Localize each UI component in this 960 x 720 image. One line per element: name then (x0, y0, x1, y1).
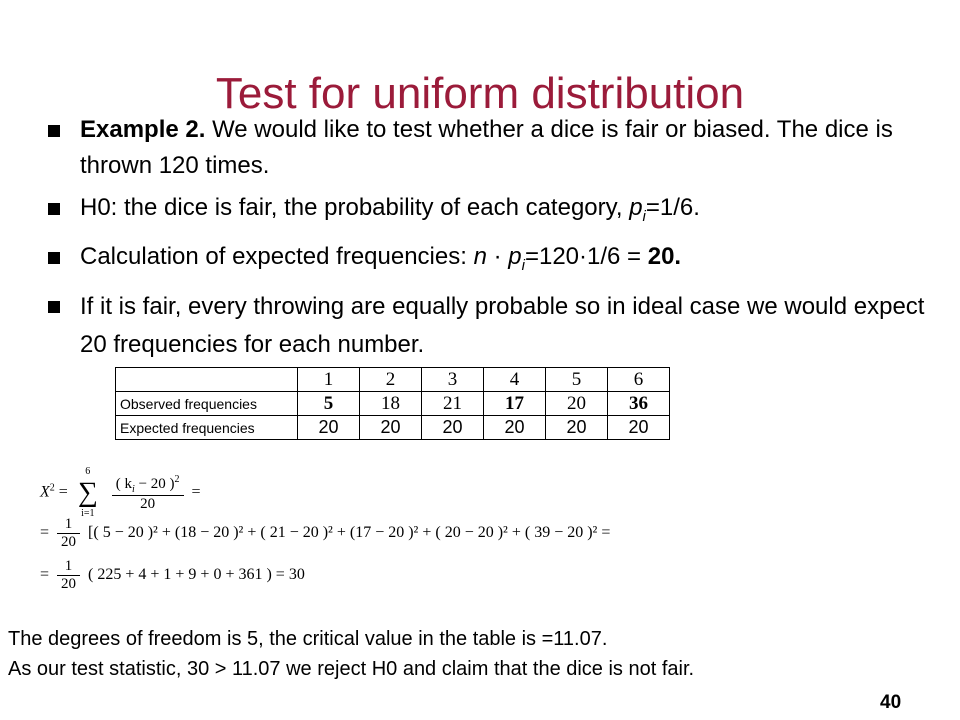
substitution-expression: [( 5 − 20 )² + (18 − 20 )² + ( 21 − 20 )² + (17 − 20 )² + ( 20 − 20 )² + ( 39 − 20 )² = (88, 524, 611, 542)
fraction-denominator: 20 (61, 576, 77, 592)
sum-lower-limit: i=1 (81, 508, 95, 519)
sum-term-denominator: 20 (140, 495, 156, 512)
bullet-ideal (48, 288, 948, 364)
result-expression: ( 225 + 4 + 1 + 9 + 0 + 361 ) = 30 (88, 566, 305, 584)
numerator-exponent: 2 (174, 473, 180, 485)
expected-text: Calculation of expected frequencies: (80, 242, 474, 270)
p-subscript: i (642, 207, 646, 225)
header-cell: 1 (298, 368, 360, 392)
equals-sign: = (40, 566, 50, 584)
observed-cell: 17 (484, 392, 546, 416)
page-number: 40 (880, 692, 902, 713)
equals-sign: = (58, 483, 68, 501)
slide-title: Test for uniform distribution (215, 69, 745, 118)
sum-operator (78, 466, 98, 520)
observed-cell: 18 (360, 392, 422, 416)
p-subscript: i (521, 256, 525, 274)
row-label-observed: Observed frequencies (116, 392, 298, 416)
n-symbol: n (473, 242, 487, 270)
expected-result: 20. (647, 242, 682, 270)
observed-cell: 5 (298, 392, 360, 416)
bullet-square-icon (48, 301, 60, 313)
dot-symbol: · (486, 242, 509, 270)
bullet-example (48, 112, 948, 184)
example-text: We would like to test whether a dice is fair or biased. The dice is thrown 120 times. (80, 116, 893, 179)
bullet-hypothesis (48, 190, 948, 235)
header-cell: 3 (422, 368, 484, 392)
equals-sign: = (191, 483, 201, 501)
sum-upper-limit: 6 (85, 466, 91, 477)
observed-cell: 20 (546, 392, 608, 416)
chi-square-definition (40, 466, 201, 520)
conclusion-text: As our test statistic, 30 > 11.07 we reject H0 and claim that the dice is not fair. (8, 658, 695, 680)
one-twentieth-fraction (57, 516, 80, 551)
chi-square-substitution (40, 516, 610, 551)
chi-square-exponent: 2 (49, 482, 55, 494)
hypothesis-text: H0: the dice is fair, the probability of each category, (80, 194, 630, 221)
p-symbol: p (508, 242, 522, 270)
equals-sign: = (40, 524, 50, 542)
row-label-expected: Expected frequencies (116, 416, 298, 440)
header-cell: 4 (484, 368, 546, 392)
table-corner-cell (116, 368, 298, 392)
bullet-square-icon (48, 252, 60, 264)
frequency-table (115, 367, 670, 440)
expected-calc: =120·1/6 = (524, 242, 648, 270)
expected-cell: 20 (298, 416, 360, 440)
expected-cell: 20 (360, 416, 422, 440)
header-cell: 5 (546, 368, 608, 392)
hypothesis-value: =1/6. (645, 194, 700, 221)
chi-square-symbol: X (40, 483, 50, 501)
p-symbol: p (629, 194, 643, 221)
sum-term-fraction (112, 474, 184, 513)
ideal-text: If it is fair, every throwing are equally probable so in ideal case we would expect 20 frequencies for each number. (80, 292, 925, 358)
bullet-square-icon (48, 203, 60, 215)
fraction-numerator: 1 (57, 516, 80, 534)
table-header-row (116, 368, 670, 392)
expected-cell: 20 (608, 416, 670, 440)
chi-square-result (40, 558, 305, 593)
fraction-numerator: 1 (57, 558, 80, 576)
expected-cell: 20 (546, 416, 608, 440)
table-row-observed (116, 392, 670, 416)
k-subscript: i (132, 483, 135, 495)
header-cell: 6 (608, 368, 670, 392)
expected-cell: 20 (484, 416, 546, 440)
degrees-of-freedom-text: The degrees of freedom is 5, the critical value in the table is =11.07. (8, 628, 608, 650)
example-label: Example 2. (80, 116, 206, 143)
numerator-rest: − 20 ) (134, 475, 175, 492)
sum-term-numerator (112, 474, 184, 496)
expected-cell: 20 (422, 416, 484, 440)
observed-cell: 21 (422, 392, 484, 416)
observed-cell: 36 (608, 392, 670, 416)
table-row-expected (116, 416, 670, 440)
header-cell: 2 (360, 368, 422, 392)
numerator-open: ( k (115, 475, 133, 492)
sigma-icon: ∑ (77, 477, 98, 508)
bullet-list (48, 112, 948, 364)
fraction-denominator: 20 (61, 534, 77, 550)
bullet-square-icon (48, 125, 60, 137)
one-twentieth-fraction (57, 558, 80, 593)
bullet-expected (48, 239, 948, 284)
